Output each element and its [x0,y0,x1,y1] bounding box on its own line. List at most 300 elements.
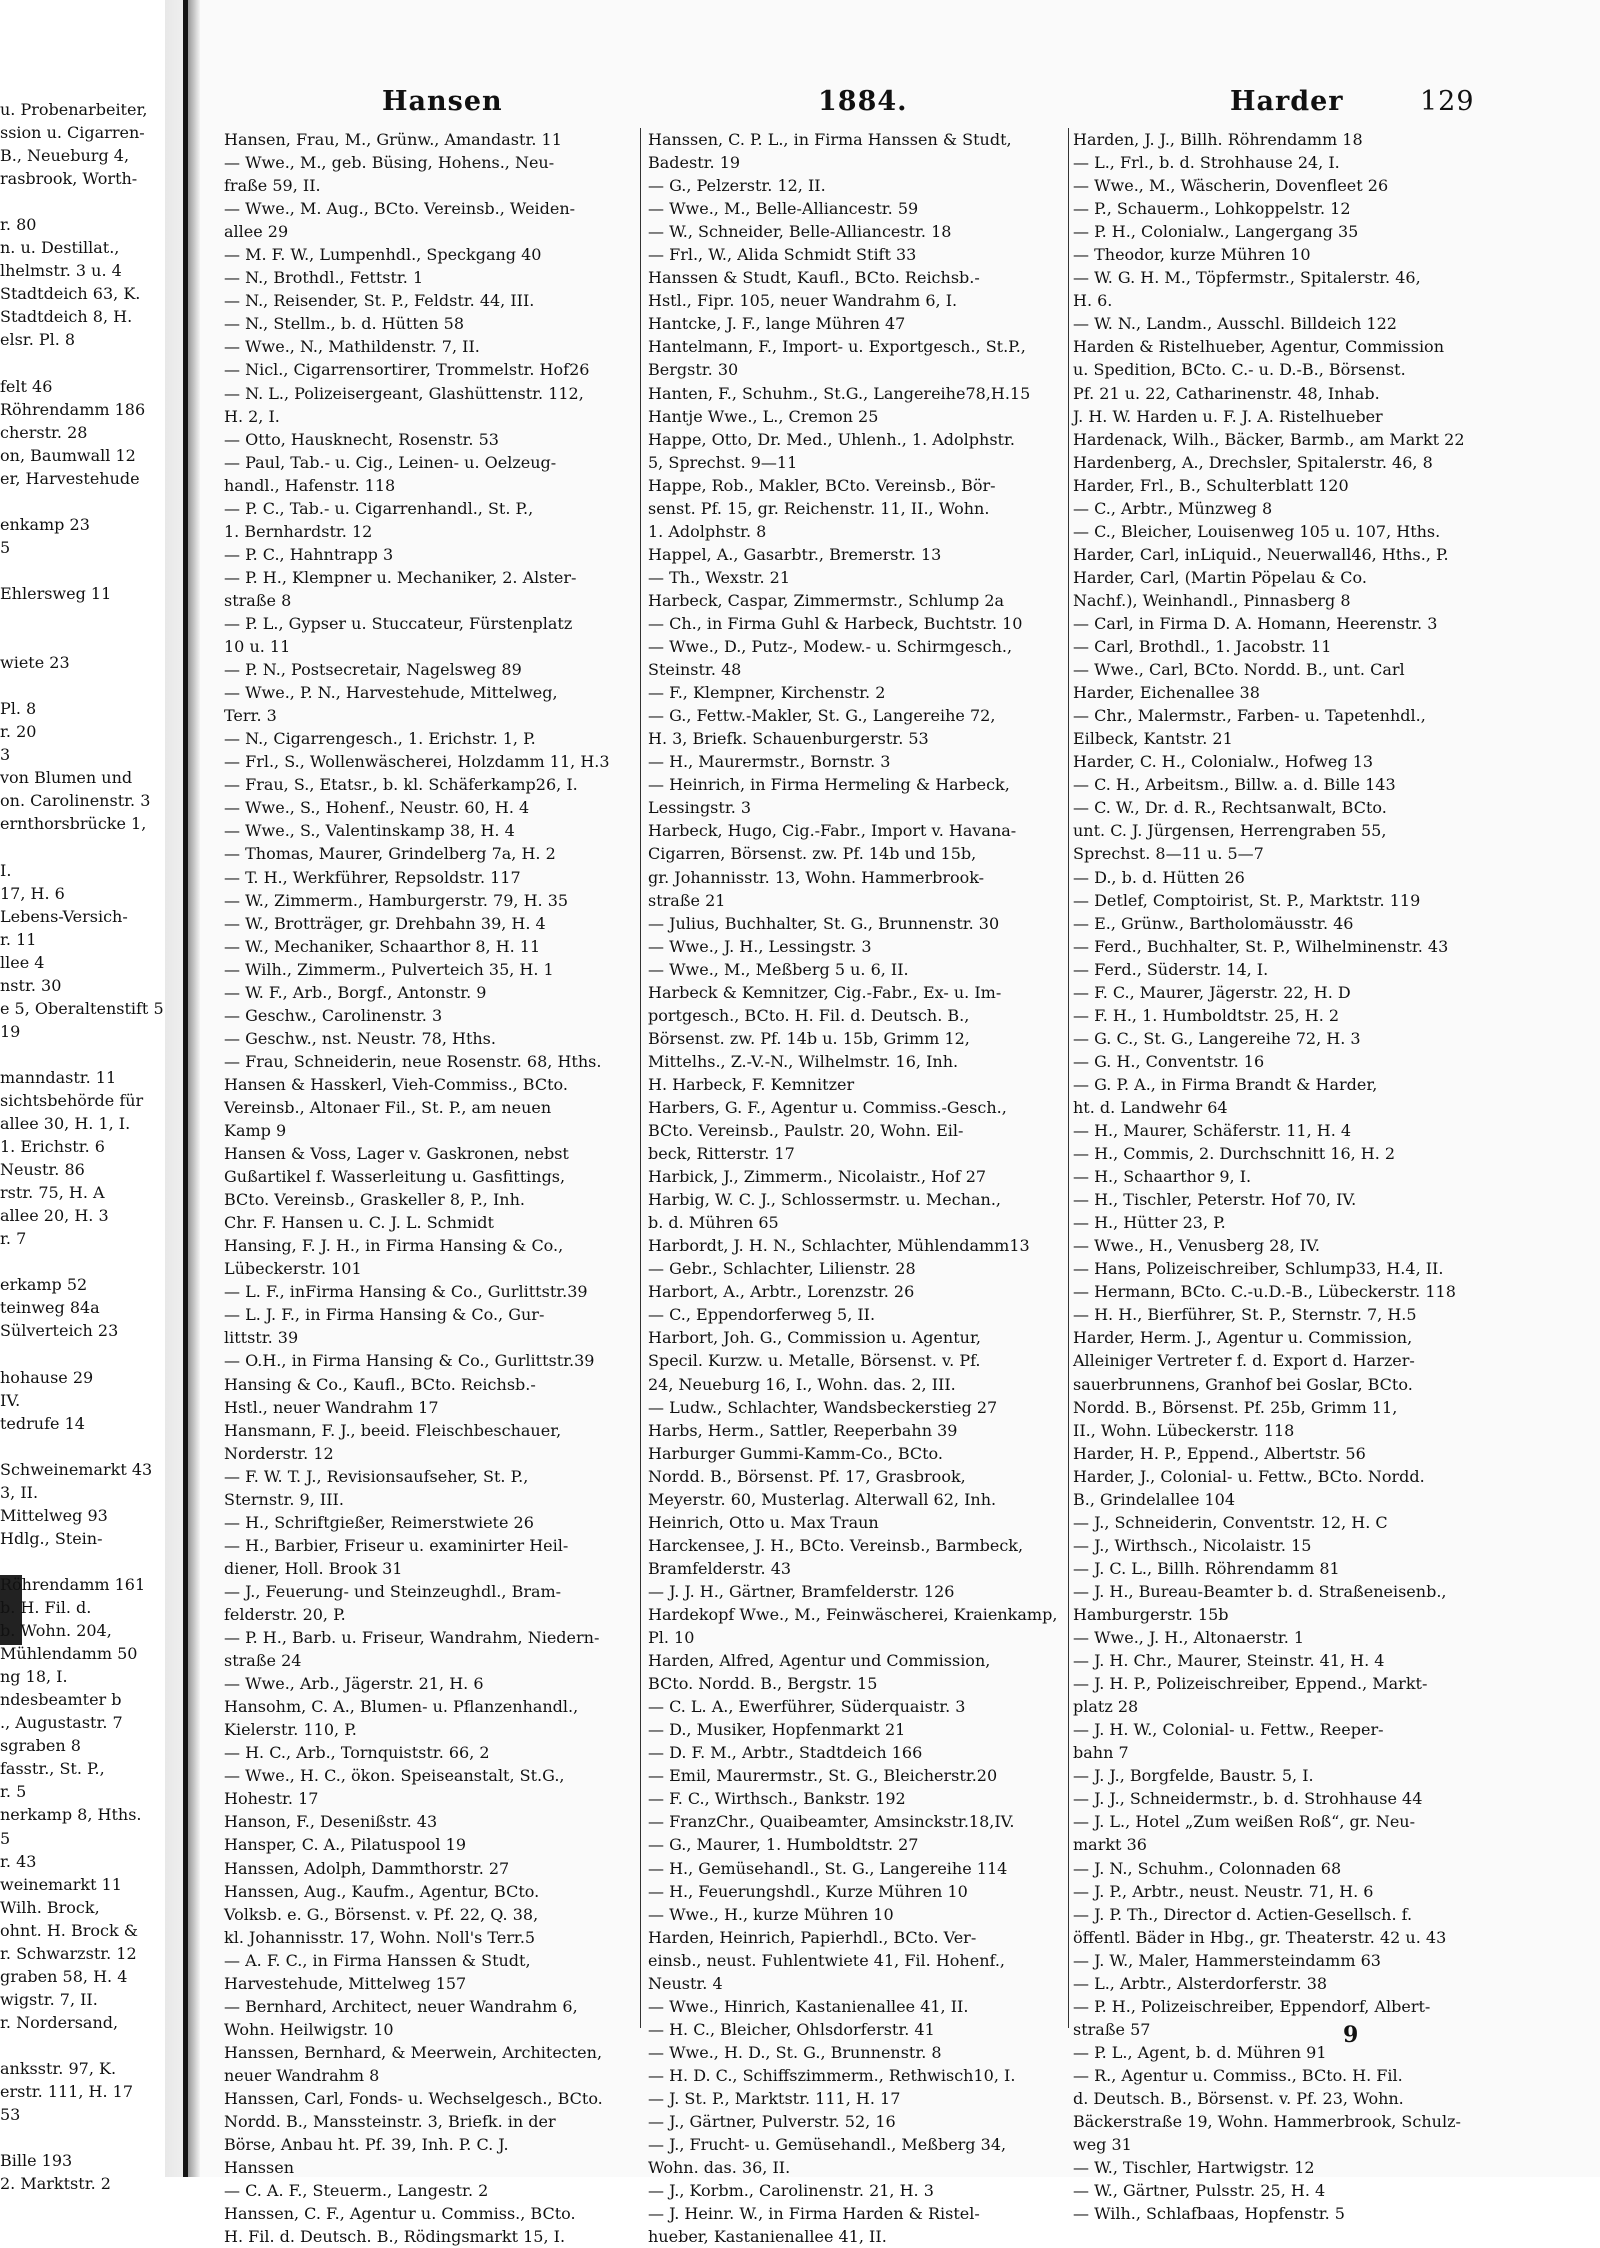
directory-entry-line: — J. J., Borgfelde, Baustr. 5, I. [1073,1766,1314,1786]
directory-entry-line: — Wwe., S., Hohenf., Neustr. 60, H. 4 [224,798,530,818]
directory-entry-line: — G. P. A., in Firma Brandt & Harder, [1073,1074,1378,1094]
directory-entry-line: Kielerstr. 110, P. [224,1720,357,1740]
header-left: Hansen [382,86,503,117]
directory-entry-line: Nordd. B., Manssteinstr. 3, Briefk. in der [224,2112,556,2132]
directory-entry-line: — Theodor, kurze Mühren 10 [1073,245,1311,265]
previous-page-line [0,559,185,582]
previous-page-line [0,490,185,513]
directory-entry-line: — P. C., Tab.- u. Cigarrenhandl., St. P., [224,498,534,518]
directory-entry-line: Hantje Wwe., L., Cremon 25 [648,406,879,426]
previous-page-line [0,2034,185,2057]
directory-entry-line: Harden, Alfred, Agentur und Commission, [648,1651,991,1671]
directory-entry-line: — H., Schaarthor 9, I. [1073,1167,1252,1187]
directory-entry-line: — Wwe., S., Valentinskamp 38, H. 4 [224,821,515,841]
column-divider [640,128,641,2028]
directory-entry-line: Harbeck, Hugo, Cig.-Fabr., Import v. Havana- [648,821,1017,841]
directory-entry-line: einsb., neust. Fuhlentwiete 41, Fil. Hohenf., [648,1950,1006,1970]
directory-entry-line: straße 24 [224,1651,302,1671]
previous-page-line: IV. [0,1390,21,1410]
previous-page-line: lhelmstr. 3 u. 4 [0,261,122,281]
directory-entry-line: — C. W., Dr. d. R., Rechtsanwalt, BCto. [1073,798,1387,818]
previous-page-line: I. [0,860,12,880]
directory-entry-line: 5, Sprechst. 9—11 [648,452,798,472]
previous-page-line: ohnt. H. Brock & [0,1920,138,1940]
directory-entry-line: — Ferd., Süderstr. 14, I. [1073,959,1269,979]
previous-page-line [0,1043,185,1066]
directory-entry-line: Hanssen, C. P. L., in Firma Hanssen & Studt, [648,130,1012,149]
directory-entry-line: — Wwe., Carl, BCto. Nordd. B., unt. Carl [1073,660,1405,680]
directory-entry-line: bahn 7 [1073,1743,1129,1763]
directory-entry-line: — Wwe., M., Wäscherin, Dovenfleet 26 [1073,176,1389,196]
directory-entry-line: — Wwe., H., Venusberg 28, IV. [1073,1236,1320,1256]
directory-entry-line: — J., Wirthsch., Nicolaistr. 15 [1073,1535,1312,1555]
previous-page-line: 2. Marktstr. 2 [0,2174,111,2194]
directory-entry-line: — Wwe., M., geb. Büsing, Hohens., Neu- [224,153,555,173]
previous-page-line: von Blumen und [0,768,133,788]
directory-entry-line: H. Harbeck, F. Kemnitzer [648,1074,855,1094]
directory-entry-line: Harder, Frl., B., Schulterblatt 120 [1073,475,1349,495]
directory-entry-line: — Chr., Malermstr., Farben- u. Tapetenhdl., [1073,706,1426,726]
directory-entry-line: — Otto, Hausknecht, Rosenstr. 53 [224,429,499,449]
previous-page-line: u. Probenarbeiter, [0,100,148,119]
directory-entry-line: Harder, Eichenallee 38 [1073,683,1260,703]
directory-entry-line: — J. L., Hotel „Zum weißen Roß“, gr. Neu- [1073,1812,1415,1832]
directory-entry-line: — R., Agentur u. Commiss., BCto. H. Fil. [1073,2065,1403,2085]
directory-entry-line: Eilbeck, Kantstr. 21 [1073,729,1233,749]
directory-entry-line: 1. Bernhardstr. 12 [224,521,373,541]
directory-entry-line: diener, Holl. Brook 31 [224,1558,403,1578]
directory-entry-line: b. d. Mühren 65 [648,1213,779,1233]
previous-page-line: b. Wohn. 204, [0,1621,112,1641]
directory-entry-line: Pl. 10 [648,1628,695,1648]
directory-entry-line: — Emil, Maurermstr., St. G., Bleicherstr.20 [648,1766,998,1786]
previous-page-line [0,2126,185,2149]
directory-entry-line: ht. d. Landwehr 64 [1073,1097,1228,1117]
directory-entry-line: — C. L. A., Ewerführer, Süderquaistr. 3 [648,1697,966,1717]
directory-entry-line: — C. A. F., Steuerm., Langestr. 2 [224,2181,489,2201]
previous-page-column [0,98,185,2194]
previous-page-line: Stadtdeich 63, K. [0,284,141,304]
directory-entry-line: Hstl., Fipr. 105, neuer Wandrahm 6, I. [648,291,958,311]
previous-page-line [0,1550,185,1573]
directory-entry-line: Harder, C. H., Colonialw., Hofweg 13 [1073,752,1374,772]
directory-entry-line: — N., Brothdl., Fettstr. 1 [224,268,424,288]
previous-page-line: r. Nordersand, [0,2012,119,2032]
directory-entry-line: d. Deutsch. B., Börsenst. v. Pf. 23, Wohn. [1073,2088,1404,2108]
previous-page-line: r. 7 [0,1229,27,1249]
directory-entry-line: — J. W., Maler, Hammersteindamm 63 [1073,1950,1381,1970]
previous-page-line: sgraben 8 [0,1736,81,1756]
previous-page-line: 53 [0,2105,21,2125]
previous-page-line [0,352,185,375]
directory-entry-line: — Julius, Buchhalter, St. G., Brunnenstr. 30 [648,913,1000,933]
directory-entry-line: — Frl., W., Alida Schmidt Stift 33 [648,245,917,265]
directory-entry-line: Harbordt, J. H. N., Schlachter, Mühlendamm13 [648,1236,1030,1256]
directory-entry-line: — C., Arbtr., Münzweg 8 [1073,498,1273,518]
directory-entry-line: — D. F. M., Arbtr., Stadtdeich 166 [648,1743,923,1763]
directory-entry-line: BCto. Nordd. B., Bergstr. 15 [648,1674,878,1694]
previous-page-line: tedrufe 14 [0,1413,85,1433]
directory-entry-line: — G. H., Conventstr. 16 [1073,1051,1265,1071]
previous-page-line: erstr. 111, H. 17 [0,2082,134,2102]
previous-page-line: Ehlersweg 11 [0,583,112,603]
directory-entry-line: Vereinsb., Altonaer Fil., St. P., am neuen [224,1097,552,1117]
previous-page-line: Hdlg., Stein- [0,1528,103,1548]
directory-entry-line: — Thomas, Maurer, Grindelberg 7a, H. 2 [224,844,556,864]
directory-entry-line: Hanssen, C. F., Agentur u. Commiss., BCto. [224,2204,576,2224]
directory-entry-line: Nordd. B., Börsenst. Pf. 25b, Grimm 11, [1073,1397,1398,1417]
directory-entry-line: — J., Feuerung- und Steinzeughdl., Bram- [224,1581,562,1601]
directory-entry-line: — J. J. H., Gärtner, Bramfelderstr. 126 [648,1581,955,1601]
directory-entry-line: Hamburgerstr. 15b [1073,1605,1229,1624]
previous-page-line: enkamp 23 [0,514,90,534]
directory-entry-line: — Wwe., H. C., ökon. Speiseanstalt, St.G., [224,1766,565,1786]
previous-page-line: graben 58, H. 4 [0,1966,128,1986]
directory-entry-line: straße 57 [1073,2019,1151,2039]
directory-entry-line: Specil. Kurzw. u. Metalle, Börsenst. v. Pf. [648,1351,981,1371]
previous-page-line: Sülverteich 23 [0,1321,119,1341]
directory-entry-line: — C., Eppendorferweg 5, II. [648,1305,876,1325]
directory-entry-line: — H., Maurermstr., Bornstr. 3 [648,752,891,772]
directory-entry-line: H. Fil. d. Deutsch. B., Rödingsmarkt 15, I. [224,2227,566,2247]
directory-entry-line: — Carl, in Firma D. A. Homann, Heerenstr. 3 [1073,613,1438,633]
directory-entry-line: — Hans, Polizeischreiber, Schlump33, H.4, II. [1073,1259,1444,1279]
previous-page-line: Lebens-Versich- [0,906,128,926]
directory-entry-line: Hardenack, Wilh., Bäcker, Barmb., am Markt 22 [1073,429,1465,449]
directory-entry-line: — Wwe., J. H., Altonaerstr. 1 [1073,1628,1305,1648]
previous-page-line: 3 [0,745,11,765]
directory-entry-line: — Wilh., Schlafbaas, Hopfenstr. 5 [1073,2204,1345,2224]
directory-entry-line: Hanssen, Carl, Fonds- u. Wechselgesch., BCto. [224,2088,603,2108]
previous-page-line: elsr. Pl. 8 [0,330,76,350]
directory-entry-line: littstr. 39 [224,1328,299,1348]
previous-page-line: 17, H. 6 [0,883,65,903]
previous-page-line: ndesbeamter b [0,1690,122,1710]
directory-entry-line: neuer Wandrahm 8 [224,2065,380,2085]
previous-page-line: r. 43 [0,1851,37,1871]
directory-entry-line: Alleiniger Vertreter f. d. Export d. Harzer- [1073,1351,1415,1371]
previous-page-line: 5 [0,537,11,557]
directory-entry-line: sauerbrunnens, Granhof bei Goslar, BCto. [1073,1374,1413,1394]
previous-page-line: r. Schwarzstr. 12 [0,1943,137,1963]
directory-entry-line: Hstl., neuer Wandrahm 17 [224,1397,439,1417]
directory-entry-line: — Ludw., Schlachter, Wandsbeckerstieg 27 [648,1397,998,1417]
directory-entry-line: — O.H., in Firma Hansing & Co., Gurlittstr.39 [224,1351,595,1371]
directory-entry-line: kl. Johannisstr. 17, Wohn. Noll's Terr.5 [224,1927,536,1947]
directory-entry-line: — H., Barbier, Friseur u. examinirter Heil- [224,1535,569,1555]
directory-entry-line: — P. H., Polizeischreiber, Eppendorf, Albert- [1073,1996,1431,2016]
directory-entry-line: Wohn. Heilwigstr. 10 [224,2019,394,2039]
previous-page-line: 1. Erichstr. 6 [0,1137,105,1157]
directory-entry-line: — J., Schneiderin, Conventstr. 12, H. C [1073,1512,1388,1532]
directory-entry-line: — Geschw., Carolinenstr. 3 [224,1005,443,1025]
previous-page-line: Schweinemarkt 43 [0,1459,153,1479]
directory-entry-line: Hanson, F., Desenißstr. 43 [224,1812,438,1832]
directory-entry-line: — Wwe., H., kurze Mühren 10 [648,1904,894,1924]
directory-entry-line: Hanssen & Studt, Kaufl., BCto. Reichsb.- [648,268,980,288]
directory-entry-line: Hanten, F., Schuhm., St.G., Langereihe78,H.15 [648,383,1031,403]
directory-entry-line: — N., Cigarrengesch., 1. Erichstr. 1, P. [224,729,536,749]
directory-entry-line: Harvestehude, Mittelweg 157 [224,1973,467,1993]
previous-page-line: allee 30, H. 1, I. [0,1114,131,1134]
previous-page-line [0,1435,185,1458]
previous-page-line: er, Harvestehude [0,468,140,488]
previous-page-line: weinemarkt 11 [0,1874,122,1894]
directory-entry-line: — G., Pelzerstr. 12, II. [648,176,826,196]
previous-page-line: manndastr. 11 [0,1067,117,1087]
previous-page-line: Röhrendamm 186 [0,399,146,419]
directory-entry-line: — W., Tischler, Hartwigstr. 12 [1073,2158,1315,2178]
directory-entry-line: — Nicl., Cigarrensortirer, Trommelstr. Hof26 [224,360,590,380]
directory-entry-line: 10 u. 11 [224,637,291,657]
directory-entry-line: Happel, A., Gasarbtr., Bremerstr. 13 [648,544,942,564]
directory-entry-line: Hansohm, C. A., Blumen- u. Pflanzenhandl., [224,1697,579,1717]
directory-entry-line: Hanssen, Adolph, Dammthorstr. 27 [224,1858,510,1878]
previous-page-line: b. H. Fil. d. [0,1598,92,1618]
directory-entry-line: — J. J., Schneidermstr., b. d. Strohhause 44 [1073,1789,1423,1809]
directory-entry-line: — W. G. H. M., Töpfermstr., Spitalerstr. 46, [1073,268,1421,288]
directory-entry-line: — Ch., in Firma Guhl & Harbeck, Buchtstr. 10 [648,613,1023,633]
previous-page-line: hohause 29 [0,1367,94,1387]
previous-page-line: wiete 23 [0,653,70,673]
directory-entry-line: H. 3, Briefk. Schauenburgerstr. 53 [648,729,929,749]
directory-entry-line: Steinstr. 48 [648,660,742,680]
directory-entry-line: — J. C. L., Billh. Röhrendamm 81 [1073,1558,1340,1578]
directory-entry-line: — Hermann, BCto. C.-u.D.-B., Lübeckerstr. 118 [1073,1282,1456,1302]
previous-page-line [0,1250,185,1273]
directory-entry-line: straße 21 [648,890,726,910]
directory-entry-line: Hansing, F. J. H., in Firma Hansing & Co., [224,1236,564,1256]
directory-entry-line: — J. H. Chr., Maurer, Steinstr. 41, H. 4 [1073,1651,1385,1671]
previous-page-line: r. 80 [0,215,37,235]
directory-entry-line: Cigarren, Börsenst. zw. Pf. 14b und 15b, [648,844,977,864]
directory-entry-line: — H. H., Bierführer, St. P., Sternstr. 7, H.5 [1073,1305,1417,1325]
directory-entry-line: — W. F., Arb., Borgf., Antonstr. 9 [224,982,487,1002]
previous-page-line: rstr. 75, H. A [0,1183,105,1203]
directory-entry-line: — H. C., Bleicher, Ohlsdorferstr. 41 [648,2019,935,2039]
directory-entry-line: straße 8 [224,590,292,610]
directory-entry-line: — D., Musiker, Hopfenmarkt 21 [648,1720,906,1740]
directory-entry-line: — H., Hütter 23, P. [1073,1213,1226,1233]
directory-entry-line: markt 36 [1073,1835,1147,1855]
directory-entry-line: — Wwe., Arb., Jägerstr. 21, H. 6 [224,1674,484,1694]
previous-page-line: on. Carolinenstr. 3 [0,791,151,811]
directory-entry-line: Heinrich, Otto u. Max Traun [648,1512,879,1532]
directory-column-1 [224,128,636,2247]
directory-entry-line: Hansing & Co., Kaufl., BCto. Reichsb.- [224,1374,536,1394]
directory-entry-line: Harden & Ristelhueber, Agentur, Commission [1073,337,1444,357]
directory-entry-line: Harckensee, J. H., BCto. Vereinsb., Barmbeck, [648,1535,1024,1555]
directory-entry-line: Hansper, C. A., Pilatuspool 19 [224,1835,466,1855]
directory-entry-line: beck, Ritterstr. 17 [648,1144,795,1164]
signature-mark: 9 [1343,2022,1359,2048]
directory-entry-line: Badestr. 19 [648,153,741,173]
directory-entry-line: Terr. 3 [224,706,277,726]
directory-entry-line: Hansen, Frau, M., Grünw., Amandastr. 11 [224,130,562,149]
directory-entry-line: — H. C., Arb., Tornquiststr. 66, 2 [224,1743,490,1763]
previous-page-line: Wilh. Brock, [0,1897,100,1917]
previous-page-line: on, Baumwall 12 [0,445,136,465]
directory-entry-line: Harder, J., Colonial- u. Fettw., BCto. Nordd. [1073,1466,1425,1486]
directory-entry-line: — F. C., Maurer, Jägerstr. 22, H. D [1073,982,1351,1002]
directory-entry-line: Hardekopf Wwe., M., Feinwäscherei, Kraienkamp, [648,1605,1058,1624]
previous-page-line: teinweg 84a [0,1298,100,1318]
directory-entry-line: Hanssen, Aug., Kaufm., Agentur, BCto. [224,1881,540,1901]
previous-page-line: llee 4 [0,952,45,972]
directory-entry-line: Meyerstr. 60, Musterlag. Alterwall 62, Inh. [648,1489,997,1509]
directory-entry-line: Hantelmann, F., Import- u. Exportgesch., St.P., [648,337,1026,357]
previous-page-line: fasstr., St. P., [0,1759,105,1779]
directory-entry-line: — H. D. C., Schiffszimmerm., Rethwisch10, I. [648,2065,1016,2085]
previous-page-line: B., Neueburg 4, [0,146,130,166]
directory-entry-line: portgesch., BCto. H. Fil. d. Deutsch. B., [648,1005,970,1025]
directory-entry-line: — G., Maurer, 1. Humboldtstr. 27 [648,1835,919,1855]
directory-entry-line: — L. F., inFirma Hansing & Co., Gurlittstr.39 [224,1282,588,1302]
directory-entry-line: weg 31 [1073,2135,1132,2155]
directory-entry-line: Harder, Herm. J., Agentur u. Commission, [1073,1328,1413,1348]
previous-page-line: Röhrendamm 161 [0,1575,146,1594]
directory-entry-line: — A. F. C., in Firma Hanssen & Studt, [224,1950,531,1970]
directory-entry-line: — H., Schriftgießer, Reimerstwiete 26 [224,1512,534,1532]
directory-entry-line: hueber, Kastanienallee 41, II. [648,2227,887,2247]
directory-entry-line: — Ferd., Buchhalter, St. P., Wilhelminenstr. 43 [1073,936,1449,956]
directory-entry-line: B., Grindelallee 104 [1073,1489,1236,1509]
directory-entry-line: — P., Schauerm., Lohkoppelstr. 12 [1073,199,1351,219]
directory-entry-line: — J. H., Bureau-Beamter b. d. Straßeneisenb., [1073,1581,1447,1601]
directory-entry-line: H. 6. [1073,291,1113,311]
previous-page-line: r. 11 [0,929,37,949]
directory-entry-line: — T. H., Werkführer, Repsoldstr. 117 [224,867,521,887]
previous-page-line: Mühlendamm 50 [0,1644,138,1664]
binding-shadow [188,0,200,2177]
directory-entry-line: Harden, J. J., Billh. Röhrendamm 18 [1073,130,1363,149]
directory-entry-line: — J. Heinr. W., in Firma Harden & Ristel- [648,2204,980,2224]
directory-entry-line: Lübeckerstr. 101 [224,1259,362,1279]
directory-entry-line: platz 28 [1073,1697,1139,1717]
directory-entry-line: Harbort, A., Arbtr., Lorenzstr. 26 [648,1282,915,1302]
directory-entry-line: BCto. Vereinsb., Graskeller 8, P., Inh. [224,1190,525,1210]
directory-entry-line: Hohestr. 17 [224,1789,319,1809]
directory-entry-line: Harder, H. P., Eppend., Albertstr. 56 [1073,1443,1366,1463]
previous-page-line: Neustr. 86 [0,1160,85,1180]
directory-entry-line: Hansmann, F. J., beeid. Fleischbeschauer, [224,1420,562,1440]
previous-page-line [0,628,185,651]
directory-entry-line: fraße 59, II. [224,176,321,196]
directory-entry-line: — Wwe., H. D., St. G., Brunnenstr. 8 [648,2042,942,2062]
directory-entry-line: Bramfelderstr. 43 [648,1558,792,1578]
directory-entry-line: Sternstr. 9, III. [224,1489,344,1509]
directory-entry-line: — W. N., Landm., Ausschl. Billdeich 122 [1073,314,1397,334]
previous-page-line: r. 20 [0,722,37,742]
directory-entry-line: — W., Schneider, Belle-Alliancestr. 18 [648,222,952,242]
directory-entry-line: Hanssen [224,2158,294,2178]
directory-entry-line: — N., Reisender, St. P., Feldstr. 44, III. [224,291,535,311]
previous-page-line: r. 5 [0,1782,27,1802]
directory-entry-line: — J. N., Schuhm., Colonnaden 68 [1073,1858,1342,1878]
directory-entry-line: Harbig, W. C. J., Schlossermstr. u. Mechan., [648,1190,1002,1210]
previous-page-line: ernthorsbrücke 1, [0,814,147,834]
directory-entry-line: — F. H., 1. Humboldtstr. 25, H. 2 [1073,1005,1340,1025]
directory-entry-line: Hanssen, Bernhard, & Meerwein, Architecten, [224,2042,603,2062]
previous-page-line: Mittelweg 93 [0,1505,108,1525]
directory-entry-line: — Wwe., D., Putz-, Modew.- u. Schirmgesch., [648,637,1013,657]
directory-entry-line: Harbort, Joh. G., Commission u. Agentur, [648,1328,981,1348]
directory-entry-line: — Wwe., M., Meßberg 5 u. 6, II. [648,959,909,979]
directory-entry-line: Bergstr. 30 [648,360,739,380]
directory-entry-line: — Wwe., M., Belle-Alliancestr. 59 [648,199,919,219]
directory-entry-line: — J., Korbm., Carolinenstr. 21, H. 3 [648,2181,934,2201]
directory-entry-line: Volksb. e. G., Börsenst. v. Pf. 22, Q. 38, [224,1904,539,1924]
previous-page-line [0,1343,185,1366]
directory-column-2 [648,128,1070,2247]
header-center-year: 1884. [818,86,908,117]
directory-entry-line: — P. H., Barb. u. Friseur, Wandrahm, Niedern- [224,1628,600,1648]
directory-entry-line: Nachf.), Weinhandl., Pinnasberg 8 [1073,590,1351,610]
previous-page-line: erkamp 52 [0,1275,88,1295]
directory-entry-line: — E., Grünw., Bartholomäusstr. 46 [1073,913,1354,933]
directory-entry-line: — P. C., Hahntrapp 3 [224,544,394,564]
directory-entry-line: Harder, Carl, inLiquid., Neuerwall46, Hths., P. [1073,544,1449,564]
directory-entry-line: Norderstr. 12 [224,1443,334,1463]
previous-page-line: felt 46 [0,376,53,396]
directory-entry-line: — Wwe., M. Aug., BCto. Vereinsb., Weiden- [224,199,576,219]
directory-entry-line: senst. Pf. 15, gr. Reichenstr. 11, II., Wohn. [648,498,990,518]
directory-entry-line: Harden, Heinrich, Papierhdl., BCto. Ver- [648,1927,977,1947]
previous-page-line: Bille 193 [0,2151,73,2171]
directory-entry-line: — J. P. Th., Director d. Actien-Gesellsch. f. [1073,1904,1413,1924]
previous-page-line: allee 20, H. 3 [0,1206,109,1226]
directory-entry-line: Bäckerstraße 19, Wohn. Hammerbrook, Schulz- [1073,2112,1461,2132]
directory-entry-line: — Carl, Brothdl., 1. Jacobstr. 11 [1073,637,1332,657]
directory-entry-line: Harbick, J., Zimmerm., Nicolaistr., Hof 27 [648,1167,987,1187]
directory-entry-line: — Frau, Schneiderin, neue Rosenstr. 68, Hths. [224,1051,602,1071]
previous-page-line: ssion u. Cigarren- [0,123,145,143]
directory-entry-line: — F. W. T. J., Revisionsaufseher, St. P., [224,1466,529,1486]
directory-entry-line: — M. F. W., Lumpenhdl., Speckgang 40 [224,245,542,265]
directory-entry-line: — Th., Wexstr. 21 [648,567,791,587]
directory-entry-line: — J. St. P., Marktstr. 111, H. 17 [648,2088,901,2108]
previous-page-line: Pl. 8 [0,699,37,719]
directory-entry-line: — H., Maurer, Schäferstr. 11, H. 4 [1073,1121,1352,1141]
directory-entry-line: — G., Fettw.-Makler, St. G., Langereihe 72, [648,706,996,726]
directory-entry-line: gr. Johannisstr. 13, Wohn. Hammerbrook- [648,867,985,887]
directory-entry-line: J. H. W. Harden u. F. J. A. Ristelhueber [1073,406,1383,426]
directory-entry-line: handl., Hafenstr. 118 [224,475,396,495]
directory-entry-line: Börse, Anbau ht. Pf. 39, Inh. P. C. J. [224,2135,509,2155]
previous-page-line [0,605,185,628]
previous-page-line: anksstr. 97, K. [0,2058,117,2078]
directory-entry-line: — Detlef, Comptoirist, St. P., Marktstr. 119 [1073,890,1421,910]
directory-entry-line: Harburger Gummi-Kamm-Co., BCto. [648,1443,943,1463]
previous-page-line: sichtsbehörde für [0,1091,144,1111]
directory-entry-line: H. 2, I. [224,406,280,426]
directory-entry-line: Pf. 21 u. 22, Catharinenstr. 48, Inhab. [1073,383,1380,403]
directory-entry-line: Harbeck & Kemnitzer, Cig.-Fabr., Ex- u. Im- [648,982,1002,1002]
directory-entry-line: — J., Frucht- u. Gemüsehandl., Meßberg 34, [648,2135,1007,2155]
directory-entry-line: Harbers, G. F., Agentur u. Commiss.-Gesch., [648,1097,1007,1117]
directory-entry-line: — Heinrich, in Firma Hermeling & Harbeck, [648,775,1010,795]
directory-entry-line: Kamp 9 [224,1121,287,1141]
directory-entry-line: — Wilh., Zimmerm., Pulverteich 35, H. 1 [224,959,554,979]
directory-entry-line: — Bernhard, Architect, neuer Wandrahm 6, [224,1996,578,2016]
previous-page-line [0,674,185,697]
directory-entry-line: — L., Arbtr., Alsterdorferstr. 38 [1073,1973,1328,1993]
previous-page-line: nstr. 30 [0,975,62,995]
previous-page-line: nerkamp 8, Hths. [0,1805,142,1825]
directory-entry-line: Sprechst. 8—11 u. 5—7 [1073,844,1264,864]
previous-page-line: 5 [0,1828,11,1848]
directory-entry-line: Hansen & Hasskerl, Vieh-Commiss., BCto. [224,1074,568,1094]
